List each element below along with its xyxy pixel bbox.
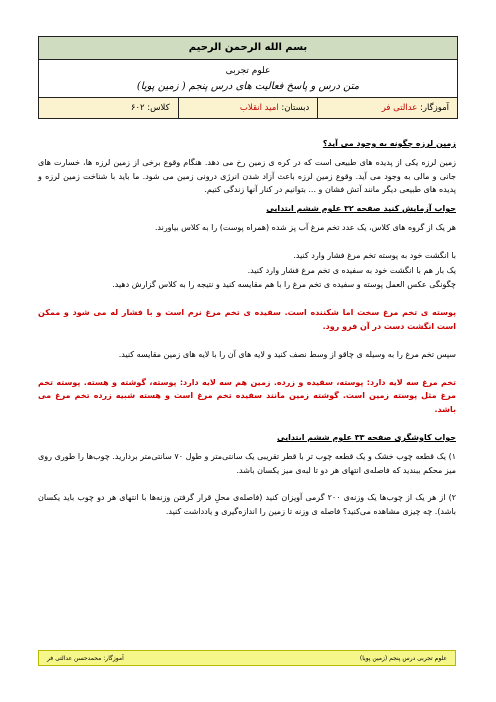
class-cell (39, 98, 178, 118)
header-title: بسم الله الرحمن الرحيم (39, 37, 457, 60)
teacher-label: آموزگار: (419, 103, 449, 113)
footer-right: علوم تجربی درس پنجم (زمین پویا) (359, 654, 447, 662)
school-value: امید انقلاب (239, 103, 279, 113)
paragraph-wood-2: ۲) از هر یک از چوب‌ها یک وزنه‌ی ۲۰۰ گرمی آویزان کنید (فاصله‌ی محلِ قرار گرفتن وزنه‌ها با انتهای هر دو چوب باید یکسان باشد). چه چیزی مشاهده می‌کنید؟ فاصله ی وزنه تا زمین را اندازه‌گیری و یادداشت کنید. (38, 493, 457, 517)
section-heading-experiment: جواب آزمایش کنید صفحه ۳۲ علوم ششم ابتدایی (266, 204, 456, 214)
question-heading: زمین لرزه چگونه به وجود می آید؟ (322, 139, 456, 148)
header-info-row (39, 98, 457, 118)
teacher-value: عدالتی فر (381, 103, 418, 113)
header-subtitle: متن درس و پاسخ فعالیت های درس پنجم ( زمین پویا) (136, 81, 360, 92)
school-cell (178, 98, 318, 118)
section-heading-exploration: جواب کاوشگری صفحه ۳۳ علوم ششم ابتدایی (277, 432, 456, 442)
paragraph-earthquake: زمین لرزه یکی از پدیده های طبیعی است که در کره ی زمین رخ می دهد. هنگام وقوع برخی از زمین لرزه ها، خسارت های جانی و مالی به وجود می آید. وقوع زمین لرزه باعث آزاد شدن انرژی درونی زمین می شود. ما باید با شناخت زمین لرزه و پدیده های طبیعی دیگر مانند آتش فشان و ... بتوانیم در کنار آنها زندگی کنیم. (38, 157, 456, 195)
header-subject-block (39, 60, 457, 98)
header-subject: علوم تجربی (225, 66, 271, 76)
document-body (38, 137, 456, 524)
class-text: کلاس: ۶۰۲ (130, 103, 170, 113)
paragraph-cut-egg: سپس تخم مرغ را به وسیله ی چاقو از وسط نصف کنید و لایه های آن را با لایه های زمین مقایسه کنید. (118, 349, 456, 359)
paragraph-wood-1: ۱) یک قطعه چوب خشک و یک قطعه چوب تر با قطر تقریبی یک سانتی‌متر و طول ۷۰ سانتی‌متر بردارید. چوب‌ها را طوری روی میز محکم ببندید که فاصله‌ی انتهای هر دو تا لبه‌ی میز یکسان باشد. (38, 451, 456, 475)
footer-left: آموزگار: محمدحسن عدالتی فر (47, 654, 124, 662)
teacher-cell (317, 98, 457, 118)
answer-layers: تخم مرغ سه لایه دارد: پوسته، سفیده و زرده. زمین هم سه لایه دارد: پوسته، گوشته و هسته. پوسته تخم مرغ مثل پوسته زمین است. گوشته زمین مانند سفیده تخم مرغ است و هسته شبیه زرده تخم مرغ می باشد. (38, 377, 456, 415)
header-table (38, 36, 458, 119)
paragraph-compare: چگونگی عکس العمل پوسته و سفیده ی تخم مرغ را با هم مقایسه کنید و نتیجه را به کلاس گزارش دهید. (112, 280, 456, 290)
paragraph-shell-press: با انگشت خود به پوسته تخم مرغ فشار وارد کنید. (293, 250, 456, 260)
paragraph-egg-intro: هر یک از گروه های کلاس، یک عدد تخم مرغ آب پز شده (همراه پوست) را به کلاس بیاورند. (154, 222, 456, 232)
footer-bar (38, 650, 456, 666)
school-label: دبستان: (281, 103, 310, 113)
paragraph-white-press: یک بار هم با انگشت خود به سفیده ی تخم مرغ فشار وارد کنید. (247, 265, 456, 275)
answer-shell: پوسته ی تخم مرغ سخت اما شکننده است. سفیده ی تخم مرغ نرم است و با فشار له می شود و ممکن است انگشت دست در آن فرو رود. (38, 308, 456, 331)
